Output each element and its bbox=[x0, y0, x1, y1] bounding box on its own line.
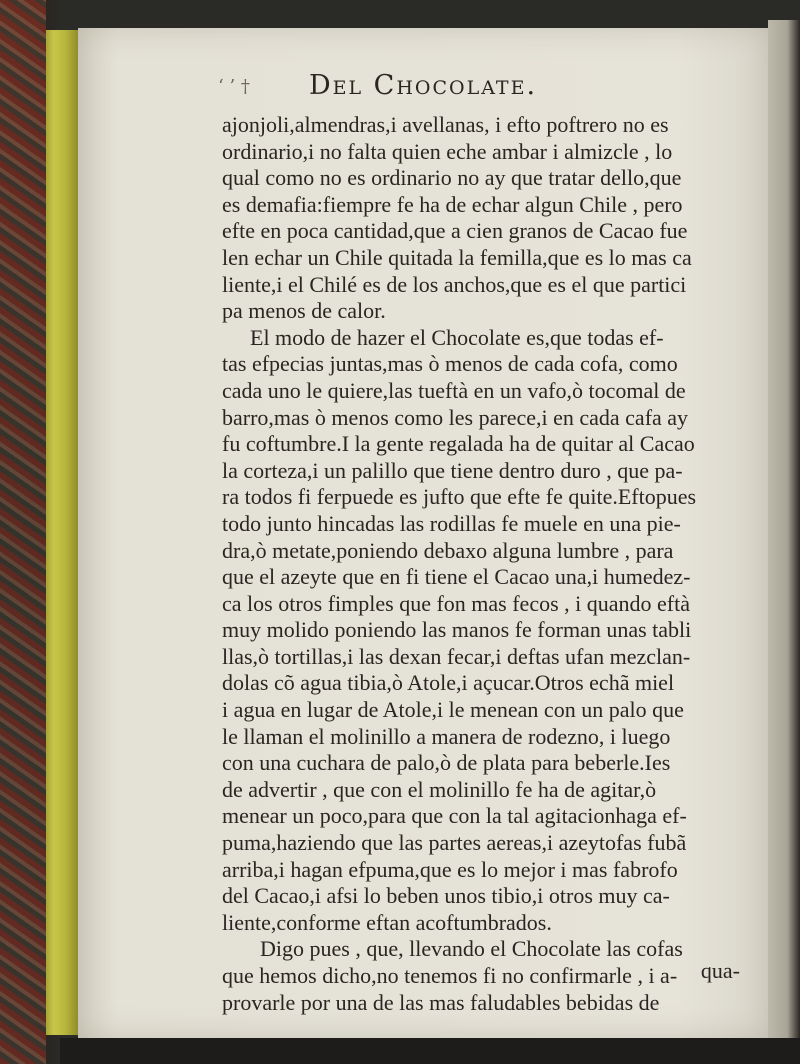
text-line: todo junto hincadas las rodillas fe muele en una pie- bbox=[222, 510, 681, 536]
text-line: liente,conforme eftan acoftumbrados. bbox=[222, 909, 552, 935]
text-line: dolas cõ agua tibia,ò Atole,i açucar.Otros echã miel bbox=[222, 670, 675, 696]
page-mark: ‘ ’ † bbox=[218, 76, 250, 97]
text-line: tas efpecias juntas,mas ò menos de cada cofa, como bbox=[222, 351, 678, 377]
catchword: qua- bbox=[700, 958, 740, 983]
text-line: ajonjoli,almendras,i avellanas, i efto poftrero no es bbox=[222, 112, 669, 137]
running-head: Del Chocolate. bbox=[308, 70, 538, 101]
right-page-strip bbox=[768, 20, 800, 1050]
marbled-cover-board bbox=[0, 0, 46, 1064]
page-edge bbox=[46, 30, 78, 1035]
text-line: con una cuchara de palo,ò de plata para beberle.Ies bbox=[222, 750, 671, 776]
text-line: muy molido poniendo las manos fe forman unas tabli bbox=[222, 617, 692, 643]
text-line: barro,mas ò menos como les parece,i en cada cafa ay bbox=[222, 404, 689, 430]
text-line: len echar un Chile quitada la femilla,que es lo mas ca bbox=[222, 244, 692, 270]
text-line: liente,i el Chilé es de los anchos,que es el que partici bbox=[222, 271, 687, 297]
text-line: puma,haziendo que las partes aereas,i azeytofas fubã bbox=[222, 830, 687, 856]
text-line: provarle por una de las mas faludables bebidas de bbox=[222, 989, 660, 1015]
text-line: i agua en lugar de Atole,i le menean con un palo que bbox=[222, 697, 684, 723]
text-line: Digo pues , que, llevando el Chocolate las cofas bbox=[260, 936, 683, 962]
text-line: El modo de hazer el Chocolate es,que todas ef- bbox=[250, 324, 664, 350]
text-line: del Cacao,i afsi lo beben unos tibio,i otros muy ca- bbox=[222, 883, 670, 909]
text-line: menear un poco,para que con la tal agitacionhaga ef- bbox=[222, 803, 687, 829]
text-line: ca los otros fimples que fon mas fecos , i quando eftà bbox=[222, 590, 690, 616]
text-line: qual como no es ordinario no ay que tratar dello,que bbox=[222, 165, 682, 191]
text-line: fu coftumbre.I la gente regalada ha de quitar al Cacao bbox=[222, 431, 695, 457]
text-line: ra todos fi ferpuede es jufto que efte fe quite.Eftopues bbox=[222, 484, 697, 510]
text-line: arriba,i hagan efpuma,que es lo mejor i mas fabrofo bbox=[222, 856, 678, 882]
text-line: cada uno le quiere,las tueftà en un vafo,ò tocomal de bbox=[222, 377, 686, 403]
text-line: de advertir , que con el molinillo fe ha de agitar,ò bbox=[222, 776, 657, 802]
text-line: pa menos de calor. bbox=[222, 298, 386, 324]
text-line: efte en poca cantidad,que a cien granos de Cacao fue bbox=[222, 218, 688, 244]
text-line: llas,ò tortillas,i las dexan fecar,i deftas ufan mezclan- bbox=[222, 643, 691, 669]
page-text bbox=[222, 112, 722, 1016]
text-line: le llaman el molinillo a manera de rodezno, i luego bbox=[222, 723, 671, 749]
text-line: dra,ò metate,poniendo debaxo alguna lumbre , para bbox=[222, 537, 674, 563]
text-line: es demafia:fiempre fe ha de echar algun Chile , pero bbox=[222, 191, 683, 217]
bottom-shadow bbox=[60, 1038, 800, 1064]
text-line: la corteza,i un palillo que tiene dentro duro , que pa- bbox=[222, 457, 683, 483]
text-line: ordinario,i no falta quien eche ambar i almizcle , lo bbox=[222, 138, 673, 164]
text-line: que hemos dicho,no tenemos fi no confirmarle , i a- bbox=[222, 963, 678, 988]
text-line: que el azeyte que en fi tiene el Cacao una,i humedez- bbox=[222, 564, 691, 590]
